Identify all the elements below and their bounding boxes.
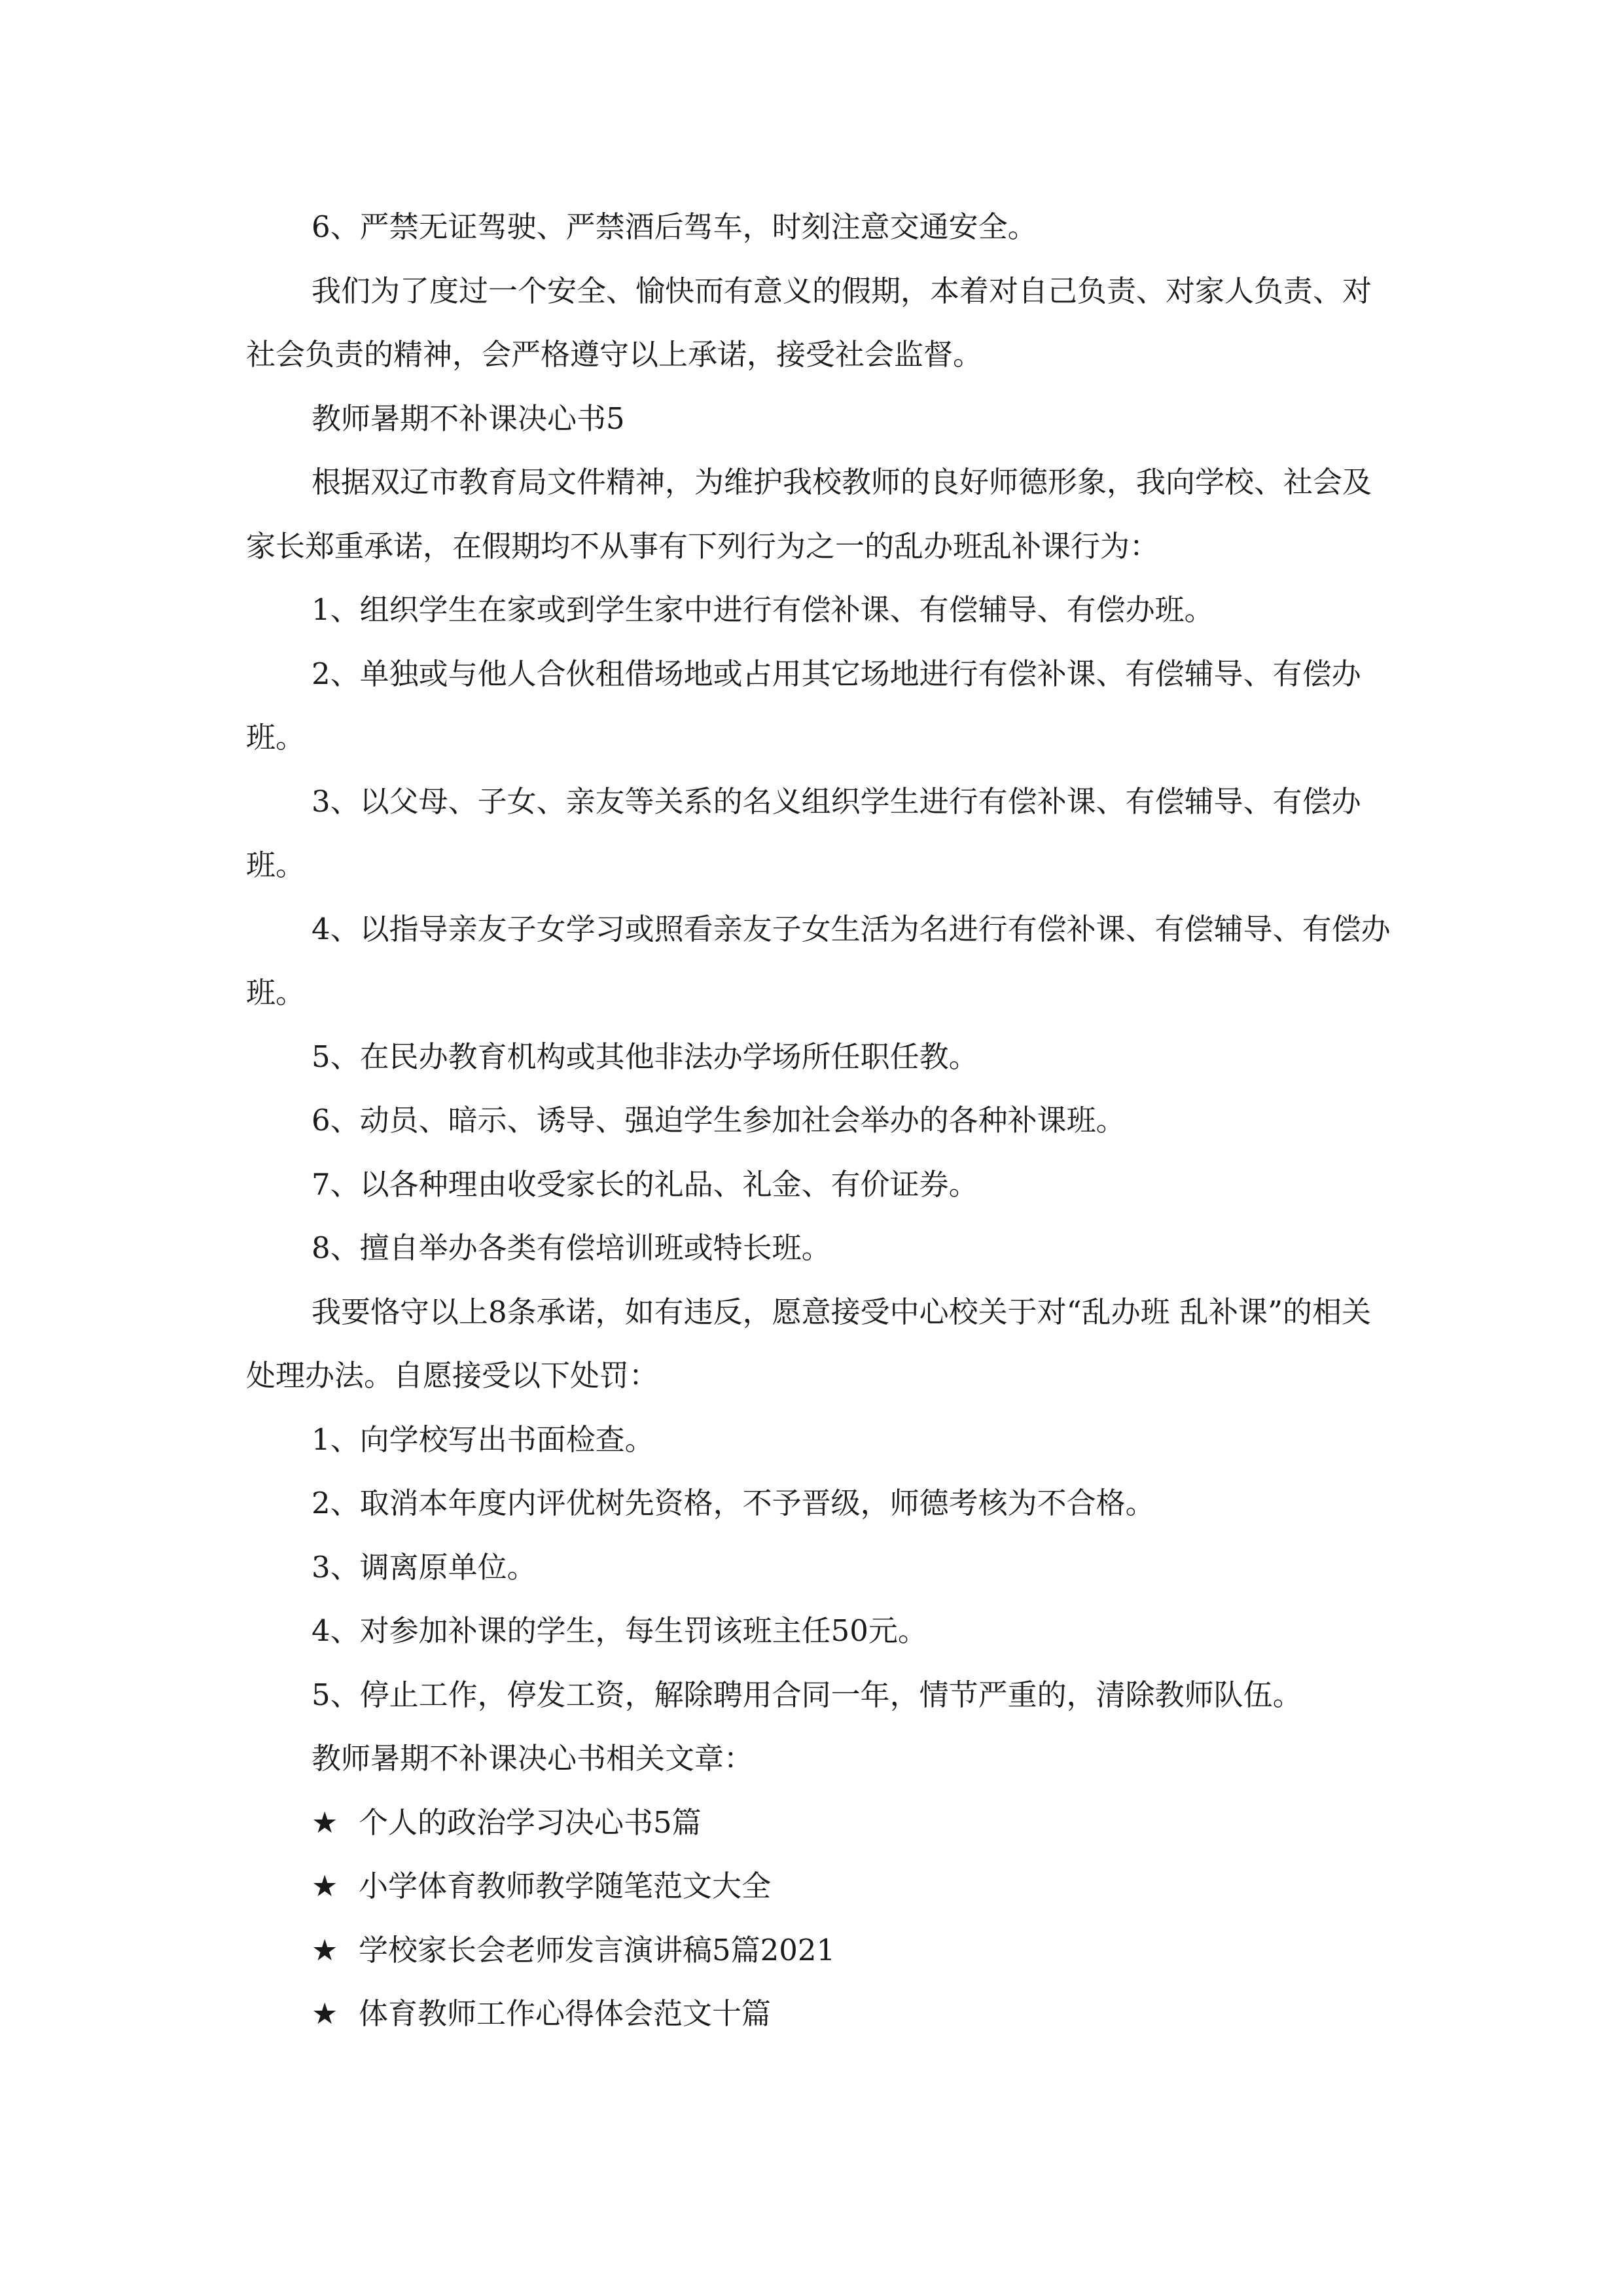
star-icon: ★	[312, 1804, 338, 1840]
list-item: 3、以父母、子女、亲友等关系的名义组织学生进行有偿补课、有偿辅导、有偿办班。	[246, 783, 1361, 882]
section-heading: 教师暑期不补课决心书5	[312, 401, 625, 436]
related-article-title: 体育教师工作心得体会范文十篇	[359, 1996, 772, 2031]
related-article-link[interactable]	[246, 1791, 1398, 1855]
paragraph: 6、严禁无证驾驶、严禁酒后驾车，时刻注意交通安全。	[312, 209, 1037, 244]
star-icon: ★	[312, 1932, 338, 1967]
list-item: 3、调离原单位。	[312, 1549, 537, 1585]
list-item: 1、组织学生在家或到学生家中进行有偿补课、有偿辅导、有偿办班。	[312, 592, 1214, 627]
related-article-link[interactable]	[246, 1854, 1398, 1918]
list-item: 4、以指导亲友子女学习或照看亲友子女生活为名进行有偿补课、有偿辅导、有偿办班。	[246, 911, 1391, 1010]
list-item: 4、对参加补课的学生，每生罚该班主任50元。	[312, 1613, 927, 1648]
related-article-title: 个人的政治学习决心书5篇	[359, 1804, 702, 1840]
related-article-link[interactable]	[246, 1982, 1398, 2046]
list-item: 8、擅自举办各类有偿培训班或特长班。	[312, 1230, 831, 1265]
related-article-link[interactable]	[246, 1918, 1398, 1982]
star-icon: ★	[312, 1869, 338, 1903]
list-item: 6、动员、暗示、诱导、强迫学生参加社会举办的各种补课班。	[312, 1103, 1126, 1138]
star-icon: ★	[312, 1996, 338, 2031]
list-item: 5、在民办教育机构或其他非法办学场所任职任教。	[312, 1039, 978, 1074]
related-article-title: 学校家长会老师发言演讲稿5篇2021	[359, 1932, 836, 1967]
list-item: 2、单独或与他人合伙租借场地或占用其它场地进行有偿补课、有偿辅导、有偿办班。	[246, 656, 1361, 755]
related-articles-heading: 教师暑期不补课决心书相关文章：	[312, 1741, 754, 1776]
paragraph: 我们为了度过一个安全、愉快而有意义的假期，本着对自己负责、对家人负责、对社会负责的精神，会严格遵守以上承诺，接受社会监督。	[246, 273, 1372, 372]
paragraph: 根据双辽市教育局文件精神，为维护我校教师的良好师德形象，我向学校、社会及家长郑重承诺，在假期均不从事有下列行为之一的乱办班乱补课行为：	[246, 465, 1372, 564]
related-article-title: 小学体育教师教学随笔范文大全	[359, 1869, 772, 1903]
document-body	[246, 195, 1398, 2046]
list-item: 2、取消本年度内评优树先资格，不予晋级，师德考核为不合格。	[312, 1486, 1155, 1520]
list-item: 5、停止工作，停发工资，解除聘用合同一年，情节严重的，清除教师队伍。	[312, 1677, 1302, 1712]
paragraph: 我要恪守以上8条承诺，如有违反，愿意接受中心校关于对“乱办班 乱补课”的相关处理办法。自愿接受以下处罚：	[246, 1294, 1371, 1393]
list-item: 1、向学校写出书面检查。	[312, 1422, 654, 1457]
list-item: 7、以各种理由收受家长的礼品、礼金、有价证券。	[312, 1166, 978, 1202]
